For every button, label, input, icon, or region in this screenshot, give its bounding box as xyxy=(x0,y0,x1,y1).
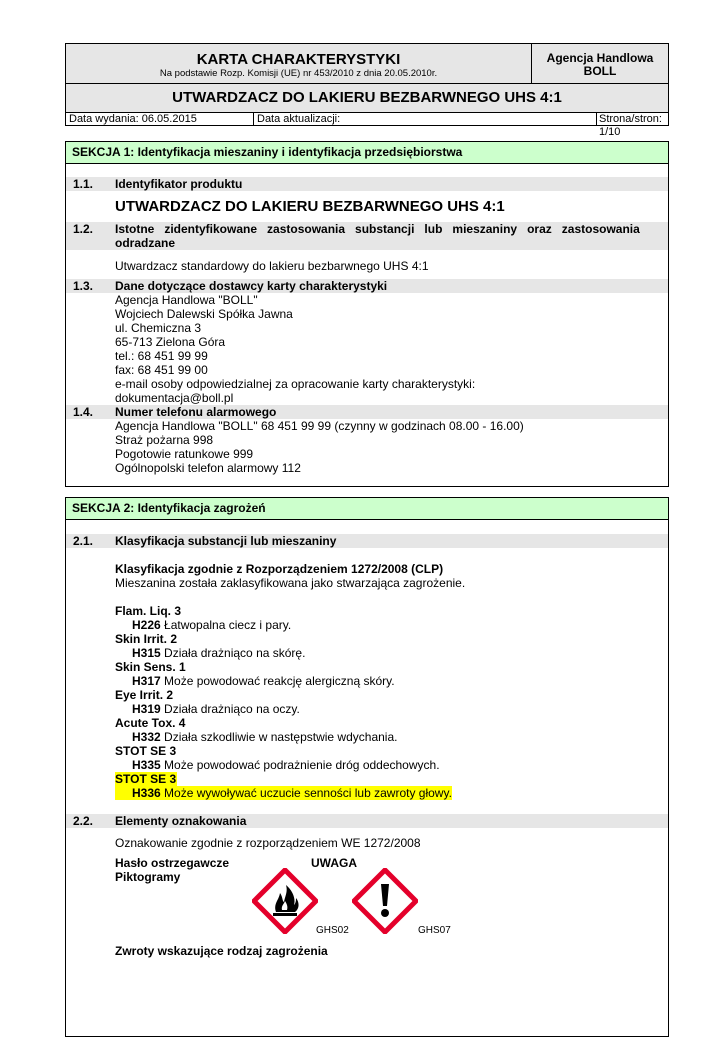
subsection-label: Dane dotyczące dostawcy karty charakterystyki xyxy=(115,279,388,293)
issue-date: Data wydania: 06.05.2015 xyxy=(66,113,254,126)
subsection-number: 1.1. xyxy=(73,177,94,191)
section-2-title: SEKCJA 2: Identyfikacja zagrożeń xyxy=(66,498,668,520)
hazard-text: Działa drażniąco na oczy. xyxy=(160,702,300,716)
subsection-number: 2.1. xyxy=(73,534,94,548)
supplier-email[interactable]: dokumentacja@boll.pl xyxy=(115,391,234,405)
subsection-1-2-header xyxy=(66,222,668,250)
hazard-code: H332 xyxy=(132,730,161,744)
hazard-statements-label: Zwroty wskazujące rodzaj zagrożenia xyxy=(115,944,328,958)
hazard-statement xyxy=(132,758,440,772)
update-date: Data aktualizacji: xyxy=(254,113,597,126)
subsection-number: 2.2. xyxy=(73,814,94,828)
company-cell xyxy=(532,44,668,83)
exclamation-pictogram-icon xyxy=(352,868,418,934)
document-header xyxy=(65,43,669,138)
labeling-text: Oznakowanie zgodnie z rozporządzeniem WE 1272/2008 xyxy=(115,836,421,850)
hazard-statement xyxy=(132,646,305,660)
company-name: Agencja Handlowa xyxy=(546,51,654,65)
hazard-class: STOT SE 3 xyxy=(115,744,177,758)
supplier-line: e-mail osoby odpowiedzialnej za opracowanie karty charakterystyki: xyxy=(115,377,476,391)
pictogram-code: GHS07 xyxy=(418,925,451,936)
hazard-code: H319 xyxy=(132,702,161,716)
document-title: KARTA CHARAKTERYSTYKI xyxy=(196,51,401,68)
hazard-class: Skin Sens. 1 xyxy=(115,660,186,674)
emergency-line: Straż pożarna 998 xyxy=(115,433,214,447)
clp-heading: Klasyfikacja zgodnie z Rozporządzeniem 1272/2008 (CLP) xyxy=(115,562,444,576)
subsection-1-3-header xyxy=(66,279,668,293)
hazard-text: Działa szkodliwie w następstwie wdychania. xyxy=(160,730,398,744)
supplier-line: fax: 68 451 99 00 xyxy=(115,363,208,377)
hazard-text: Działa drażniąco na skórę. xyxy=(160,646,306,660)
company-short-name: BOLL xyxy=(583,64,617,78)
subsection-label: Identyfikator produktu xyxy=(115,177,243,191)
subsection-number: 1.4. xyxy=(73,405,94,419)
pictogram-code: GHS02 xyxy=(316,925,349,936)
section-2 xyxy=(65,497,669,1037)
emergency-line: Ogólnopolski telefon alarmowy 112 xyxy=(115,461,301,475)
product-title: UTWARDZACZ DO LAKIERU BEZBARWNEGO UHS 4:1 xyxy=(66,83,668,113)
section-1 xyxy=(65,141,669,487)
clp-text: Mieszanina została zaklasyfikowana jako stwarzająca zagrożenie. xyxy=(115,576,466,590)
hazard-text: Może powodować reakcję alergiczną skóry. xyxy=(160,674,395,688)
hazard-class-highlighted: STOT SE 3 xyxy=(115,772,177,786)
hazard-statement xyxy=(132,674,395,688)
supplier-line: ul. Chemiczna 3 xyxy=(115,321,202,335)
hazard-text: Łatwopalna ciecz i pary. xyxy=(160,618,292,632)
hazard-code: H315 xyxy=(132,646,161,660)
page-number: Strona/stron: 1/10 xyxy=(599,113,662,138)
subsection-1-1-header xyxy=(66,177,668,191)
subsection-label: Elementy oznakowania xyxy=(115,814,247,828)
subsection-2-2-header xyxy=(66,814,668,828)
emergency-line: Agencja Handlowa "BOLL" 68 451 99 99 (czynny w godzinach 08.00 - 16.00) xyxy=(115,419,524,433)
subsection-number: 1.3. xyxy=(73,279,94,293)
document-subtitle: Na podstawie Rozp. Komisji (UE) nr 453/2010 z dnia 20.05.2010r. xyxy=(159,68,438,79)
signal-word: UWAGA xyxy=(311,856,357,870)
section-1-title: SEKCJA 1: Identyfikacja mieszaniny i identyfikacja przedsiębiorstwa xyxy=(66,142,668,164)
subsection-label: Istotne zidentyfikowane zastosowania substancji lub mieszaniny oraz zastosowania xyxy=(115,222,640,236)
header-title-cell xyxy=(66,44,532,83)
emergency-line: Pogotowie ratunkowe 999 xyxy=(115,447,254,461)
hazard-text: Może wywoływać uczucie senności lub zawroty głowy. xyxy=(160,786,452,800)
hazard-statement-highlighted xyxy=(115,786,452,800)
hazard-statement xyxy=(132,618,291,632)
supplier-line: 65-713 Zielona Góra xyxy=(115,335,226,349)
identified-use: Utwardzacz standardowy do lakieru bezbarwnego UHS 4:1 xyxy=(115,259,429,273)
product-identifier: UTWARDZACZ DO LAKIERU BEZBARWNEGO UHS 4:1 xyxy=(115,198,505,215)
hazard-code: H317 xyxy=(132,674,161,688)
hazard-class: Acute Tox. 4 xyxy=(115,716,186,730)
subsection-2-1-header xyxy=(66,534,668,548)
subsection-number: 1.2. xyxy=(73,222,94,236)
hazard-class: Skin Irrit. 2 xyxy=(115,632,178,646)
subsection-label-continued: odradzane xyxy=(115,236,176,250)
hazard-code: H335 xyxy=(132,758,161,772)
hazard-code: H336 xyxy=(132,786,161,800)
signal-word-label: Hasło ostrzegawcze xyxy=(115,856,230,870)
subsection-label: Klasyfikacja substancji lub mieszaniny xyxy=(115,534,337,548)
supplier-line: Agencja Handlowa "BOLL" xyxy=(115,293,258,307)
hazard-class: Eye Irrit. 2 xyxy=(115,688,174,702)
hazard-text: Może powodować podrażnienie dróg oddechowych. xyxy=(160,758,440,772)
hazard-statement xyxy=(132,702,300,716)
hazard-code: H226 xyxy=(132,618,161,632)
flame-pictogram-icon xyxy=(252,868,318,934)
hazard-statement xyxy=(132,730,397,744)
subsection-label: Numer telefonu alarmowego xyxy=(115,405,277,419)
supplier-line: tel.: 68 451 99 99 xyxy=(115,349,208,363)
pictograms-label: Piktogramy xyxy=(115,870,181,884)
hazard-class: Flam. Liq. 3 xyxy=(115,604,182,618)
subsection-1-4-header xyxy=(66,405,668,419)
supplier-line: Wojciech Dalewski Spółka Jawna xyxy=(115,307,293,321)
